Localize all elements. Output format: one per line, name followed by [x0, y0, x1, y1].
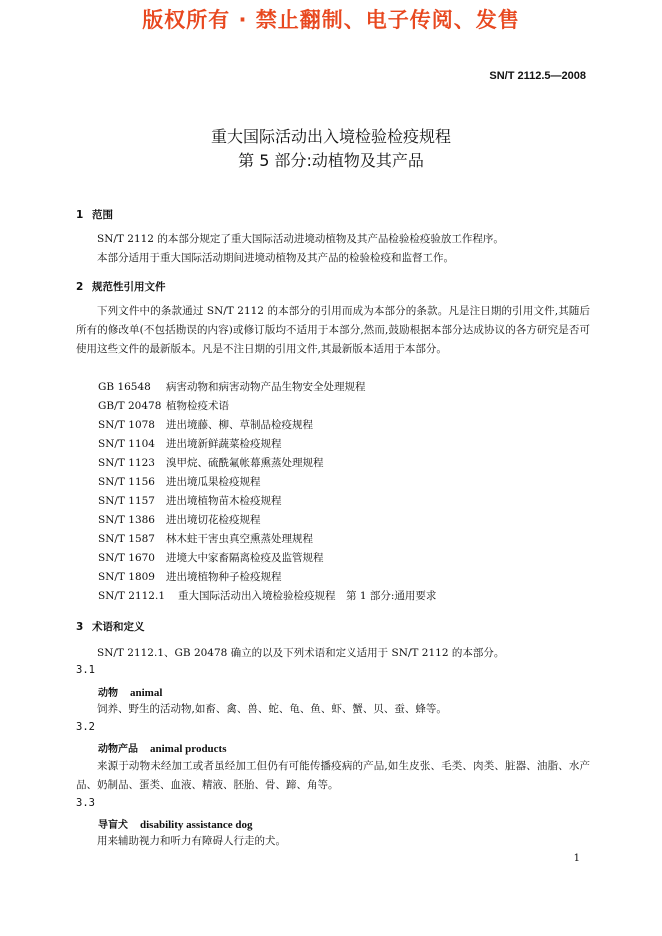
reference-item: [98, 550, 324, 565]
section-heading-normative-references: [76, 279, 166, 294]
reference-title: 重大国际活动出入境检验检疫规程 第 1 部分:通用要求: [178, 590, 437, 602]
reference-code: SN/T 1156: [98, 476, 155, 488]
reference-code: SN/T 2112.1: [98, 590, 165, 602]
page-number: 1: [573, 853, 580, 864]
term-en: disability assistance dog: [140, 819, 253, 831]
reference-title: 林木蛀干害虫真空熏蒸处理规程: [166, 533, 313, 545]
scope-paragraph: SN/T 2112 的本部分规定了重大国际活动进境动植物及其产品检验检疫验放工作程序。: [97, 233, 504, 245]
reference-code: GB/T 20478: [98, 400, 162, 412]
reference-item: [98, 436, 282, 451]
term-number: 3.1: [76, 664, 95, 676]
reference-item: [98, 398, 229, 413]
term-definition: 用来辅助视力和听力有障碍人行走的犬。: [97, 835, 286, 847]
term-cn: 导盲犬: [98, 820, 128, 831]
section-heading-terms-definitions: [76, 619, 145, 634]
reference-title: 病害动物和病害动物产品生物安全处理规程: [166, 381, 366, 393]
section-title: 规范性引用文件: [92, 281, 166, 293]
section-title: 术语和定义: [92, 621, 145, 633]
reference-item: [98, 512, 261, 527]
reference-title: 进出境植物苗木检疫规程: [166, 495, 282, 507]
reference-title: 进出境新鲜蔬菜检疫规程: [166, 438, 282, 450]
copyright-watermark: 版权所有 · 禁止翻制、电子传阅、发售: [142, 8, 520, 32]
section-number: 3: [76, 621, 84, 633]
reference-code: SN/T 1157: [98, 495, 155, 507]
term-definition: 饲养、野生的活动物,如畜、禽、兽、蛇、龟、鱼、虾、蟹、贝、蚕、蜂等。: [97, 703, 447, 715]
term-en: animal products: [150, 743, 227, 755]
reference-title: 溴甲烷、硫酰氟帐幕熏蒸处理规程: [166, 457, 324, 469]
reference-item: [98, 531, 313, 546]
terms-intro-paragraph: SN/T 2112.1、GB 20478 确立的以及下列术语和定义适用于 SN/T 2112 的本部分。: [97, 647, 505, 659]
reference-item: [98, 569, 282, 584]
reference-item: [98, 474, 261, 489]
reference-code: SN/T 1587: [98, 533, 155, 545]
reference-code: SN/T 1078: [98, 419, 155, 431]
reference-title: 进出境切花检疫规程: [166, 514, 261, 526]
term-heading: [98, 816, 252, 831]
reference-code: SN/T 1123: [98, 457, 155, 469]
reference-title: 进出境藤、柳、草制品检疫规程: [166, 419, 313, 431]
term-heading: [98, 684, 162, 699]
term-cn: 动物: [98, 688, 118, 699]
reference-code: SN/T 1386: [98, 514, 155, 526]
scope-paragraph: 本部分适用于重大国际活动期间进境动植物及其产品的检验检疫和监督工作。: [97, 252, 454, 264]
reference-title: 植物检疫术语: [166, 400, 229, 412]
document-title: 重大国际活动出入境检验检疫规程: [210, 127, 451, 146]
term-heading: [98, 740, 227, 755]
reference-item: [98, 493, 282, 508]
reference-title: 进出境瓜果检疫规程: [166, 476, 261, 488]
normative-intro-paragraph: 下列文件中的条款通过 SN/T 2112 的本部分的引用而成为本部分的条款。凡是注日期的引用文件,其随后所有的修改单(不包括勘误的内容)或修订版均不适用于本部分,然而,鼓励根据本部分达成协议的各方研究是否可使用这些文件的最新版本。凡是不注日期的引用文件,其最新版本适用于本部分。: [76, 305, 590, 355]
document-subtitle: 第 5 部分:动植物及其产品: [238, 151, 424, 170]
term-cn: 动物产品: [98, 744, 138, 755]
reference-code: GB 16548: [98, 381, 151, 393]
reference-title: 进出境植物种子检疫规程: [166, 571, 282, 583]
term-number: 3.3: [76, 797, 95, 809]
term-definition: 来源于动物未经加工或者虽经加工但仍有可能传播疫病的产品,如生皮张、毛类、肉类、脏器、油脂、水产品、奶制品、蛋类、血液、精液、胚胎、骨、蹄、角等。: [76, 760, 590, 791]
document-number: SN/T 2112.5—2008: [489, 70, 586, 82]
section-title: 范围: [92, 209, 113, 221]
reference-item: [98, 455, 324, 470]
reference-item: [98, 588, 436, 603]
term-en: animal: [130, 687, 163, 699]
reference-code: SN/T 1670: [98, 552, 155, 564]
term-number: 3.2: [76, 721, 95, 733]
reference-item: [98, 417, 313, 432]
reference-item: [98, 379, 366, 394]
reference-code: SN/T 1104: [98, 438, 155, 450]
section-number: 2: [76, 281, 84, 293]
reference-code: SN/T 1809: [98, 571, 155, 583]
reference-title: 进境大中家畜隔离检疫及监管规程: [166, 552, 324, 564]
section-number: 1: [76, 209, 84, 221]
section-heading-scope: [76, 207, 113, 222]
